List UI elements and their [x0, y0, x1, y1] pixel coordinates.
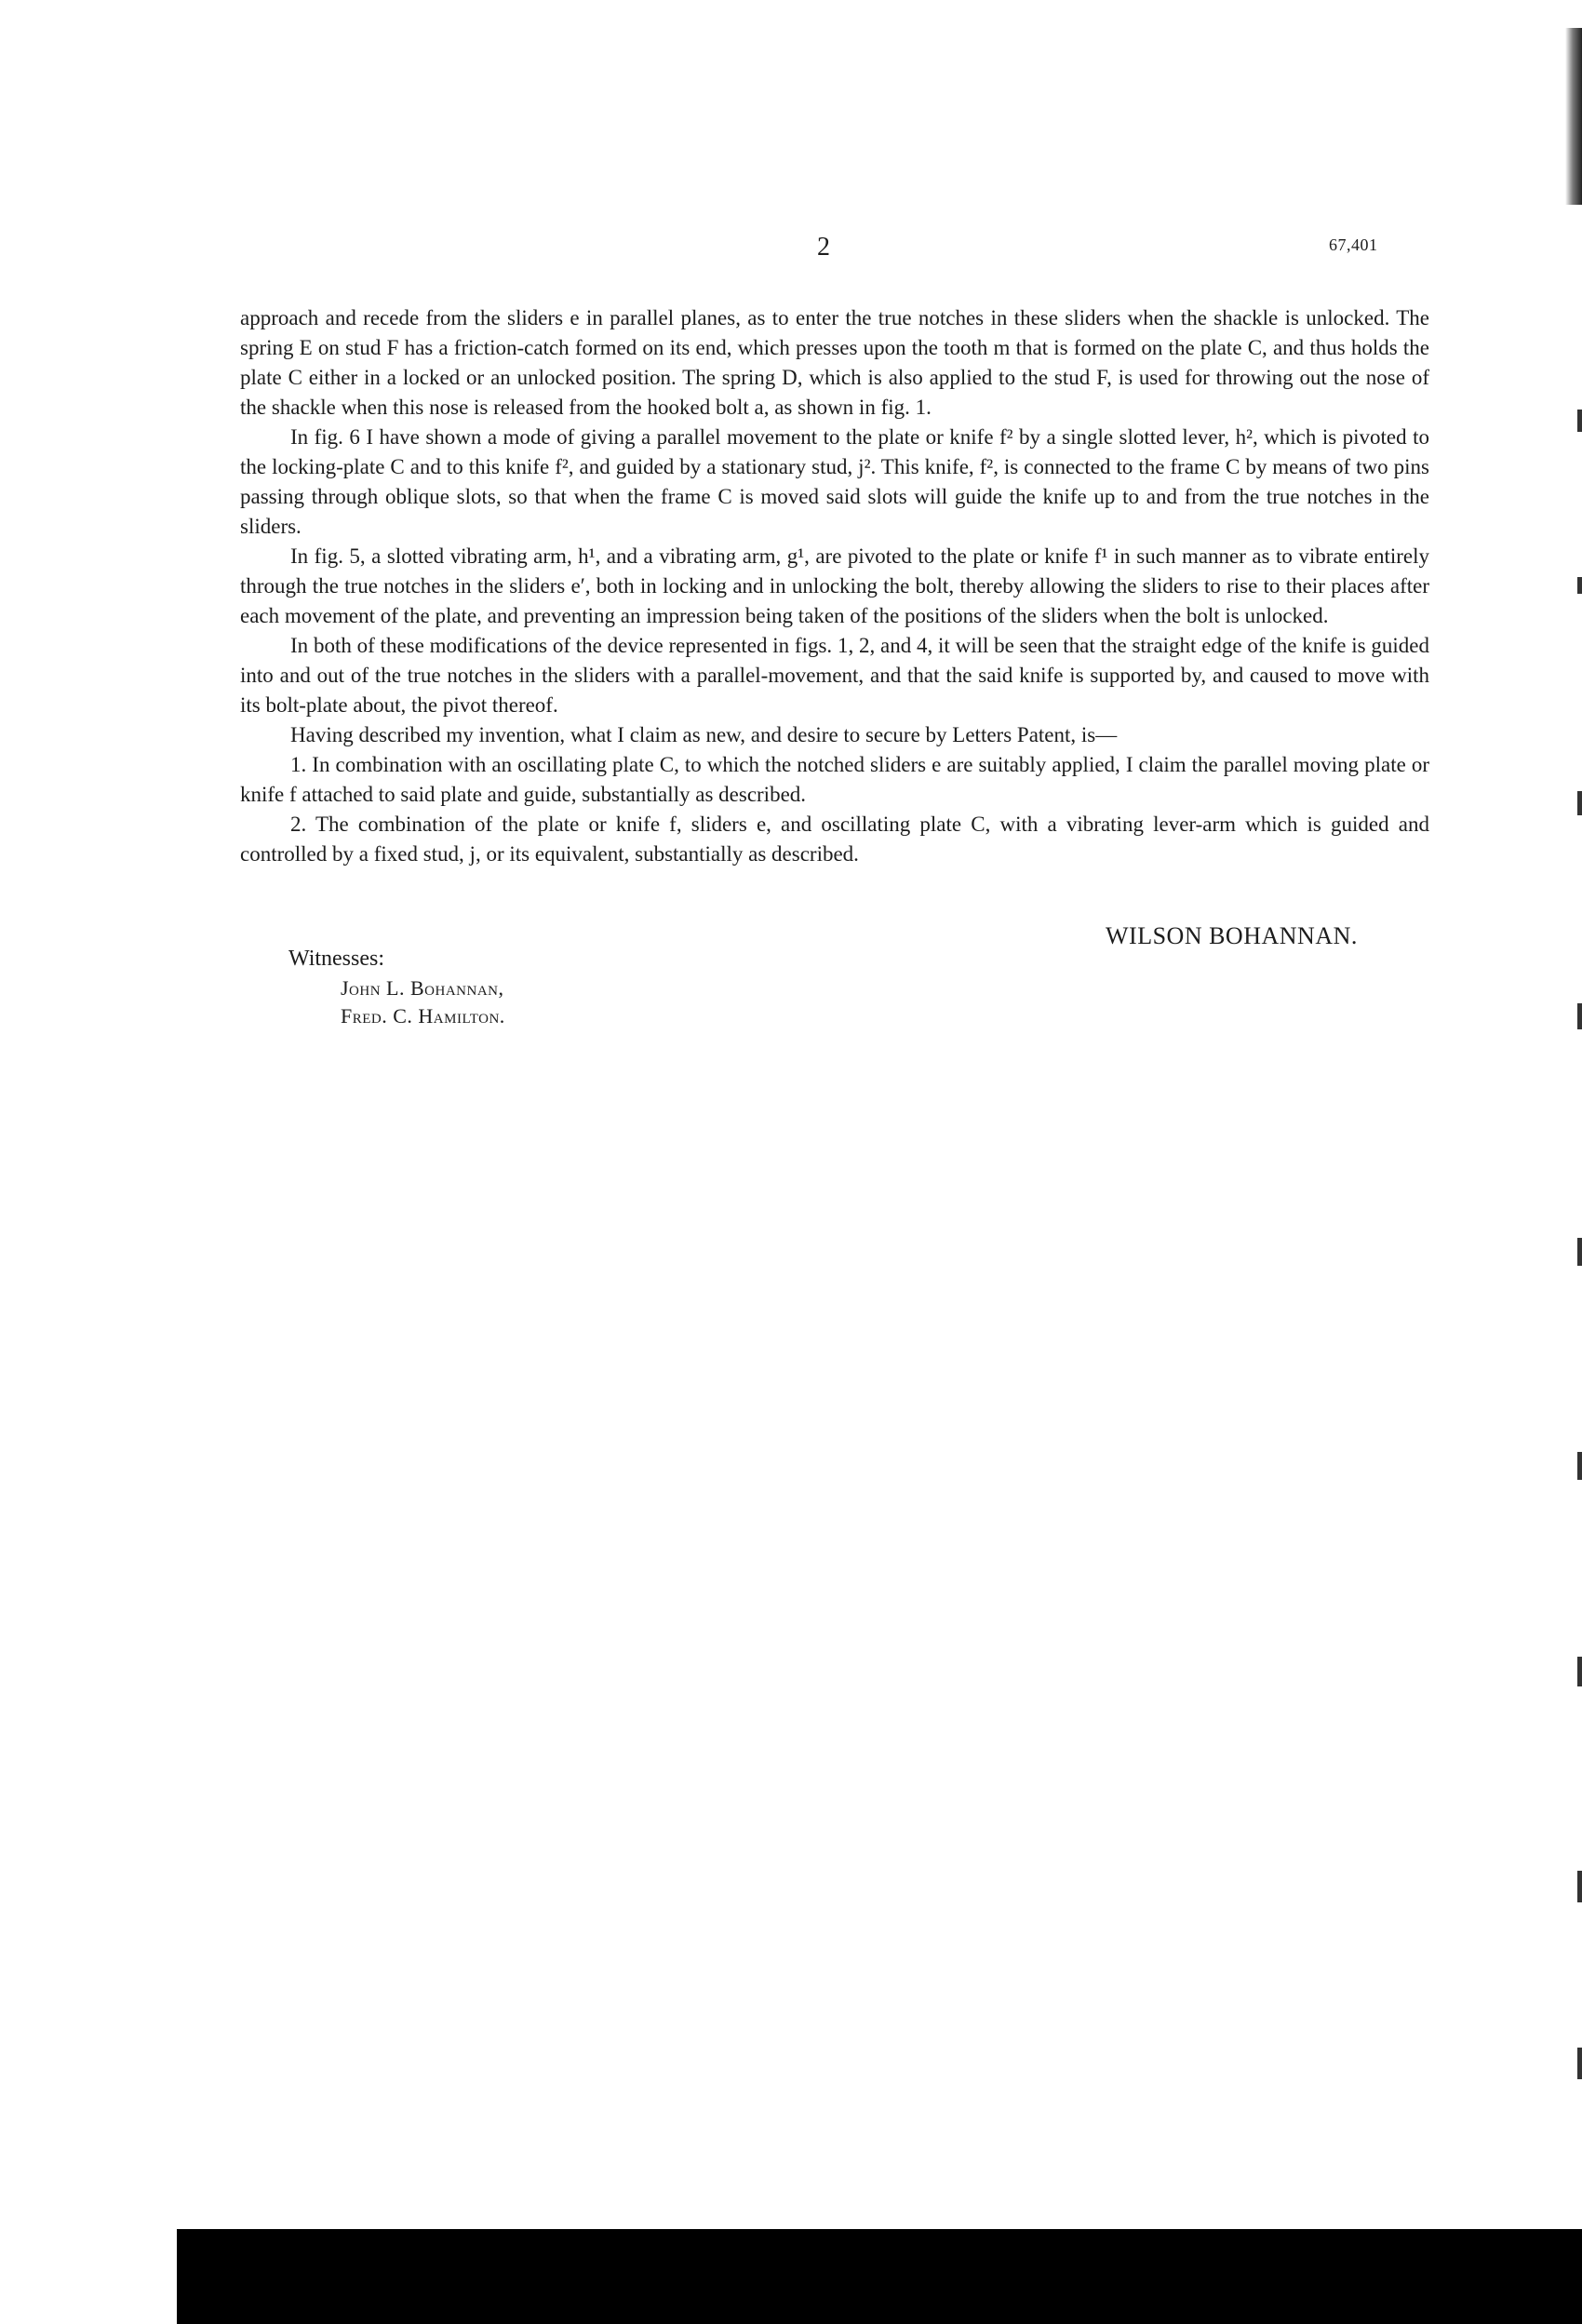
scan-edge-mark [1577, 1871, 1582, 1902]
witness-name: Fred. C. Hamilton. [341, 1004, 505, 1028]
inventor-signature: WILSON BOHANNAN. [1106, 922, 1358, 949]
page-number: 2 [817, 233, 830, 262]
scan-edge-mark [1577, 1238, 1582, 1266]
scan-edge-mark [1577, 410, 1582, 432]
claim-intro: Having described my invention, what I claim as new, and desire to secure by Letters Patent, is— [290, 723, 1118, 746]
paragraph: In fig. 6 I have shown a mode of giving a parallel movement to the plate or knife f² by a single slotted lever, h², which is pivoted to the locking-plate C and to this knife f², and guided by a stationary stud, j². This knife, f², is connected to the frame C by means of two pins passing through oblique slots, so that when the frame C is moved said slots will guide the knife up to and from the true notches in the sliders. [240, 425, 1429, 538]
scan-edge-mark [1577, 1452, 1582, 1480]
scan-edge-mark [1577, 791, 1582, 815]
scan-edge-mark [1577, 1003, 1582, 1029]
witness-name: John L. Bohannan, [341, 976, 504, 1000]
scan-edge-shadow [1565, 28, 1582, 205]
scan-edge-mark [1577, 1657, 1582, 1686]
scan-edge-mark [1577, 577, 1582, 594]
paragraph: In fig. 5, a slotted vibrating arm, h¹, and a vibrating arm, g¹, are pivoted to the plate or knife f¹ in such manner as to vibrate entirely through the true notches in the sliders e′, both in locking and in unlocking the bolt, thereby allowing the sliders to rise to their places after each movement of the plate, and preventing an impression being taken of the positions of the sliders when the bolt is unlocked. [240, 544, 1429, 627]
claim-1: 1. In combination with an oscillating plate C, to which the notched sliders e are suitably applied, I claim the parallel moving plate or knife f attached to said plate and guide, substantially as described. [240, 753, 1429, 806]
scan-edge-mark [1577, 2048, 1582, 2079]
specification-text [240, 303, 1429, 869]
patent-number: 67,401 [1329, 235, 1378, 254]
paragraph: approach and recede from the sliders e in parallel planes, as to enter the true notches in these sliders when the shackle is unlocked. The spring E on stud F has a friction-catch formed on its end, which presses upon the tooth m that is formed on the plate C, and thus holds the plate C either in a locked or an unlocked position. The spring D, which is also applied to the stud F, is used for throwing out the nose of the shackle when this nose is released from the hooked bolt a, as shown in fig. 1. [240, 306, 1429, 419]
claim-2: 2. The combination of the plate or knife f, sliders e, and oscillating plate C, with a vibrating lever-arm which is guided and controlled by a fixed stud, j, or its equivalent, substantially as described. [240, 813, 1429, 866]
scan-bottom-border [177, 2229, 1582, 2324]
paragraph: In both of these modifications of the device represented in figs. 1, 2, and 4, it will be seen that the straight edge of the knife is guided into and out of the true notches in the sliders with a parallel-movement, and that the said knife is supported by, and caused to move with its bolt-plate about, the pivot thereof. [240, 634, 1429, 717]
witnesses-label: Witnesses: [288, 947, 385, 971]
